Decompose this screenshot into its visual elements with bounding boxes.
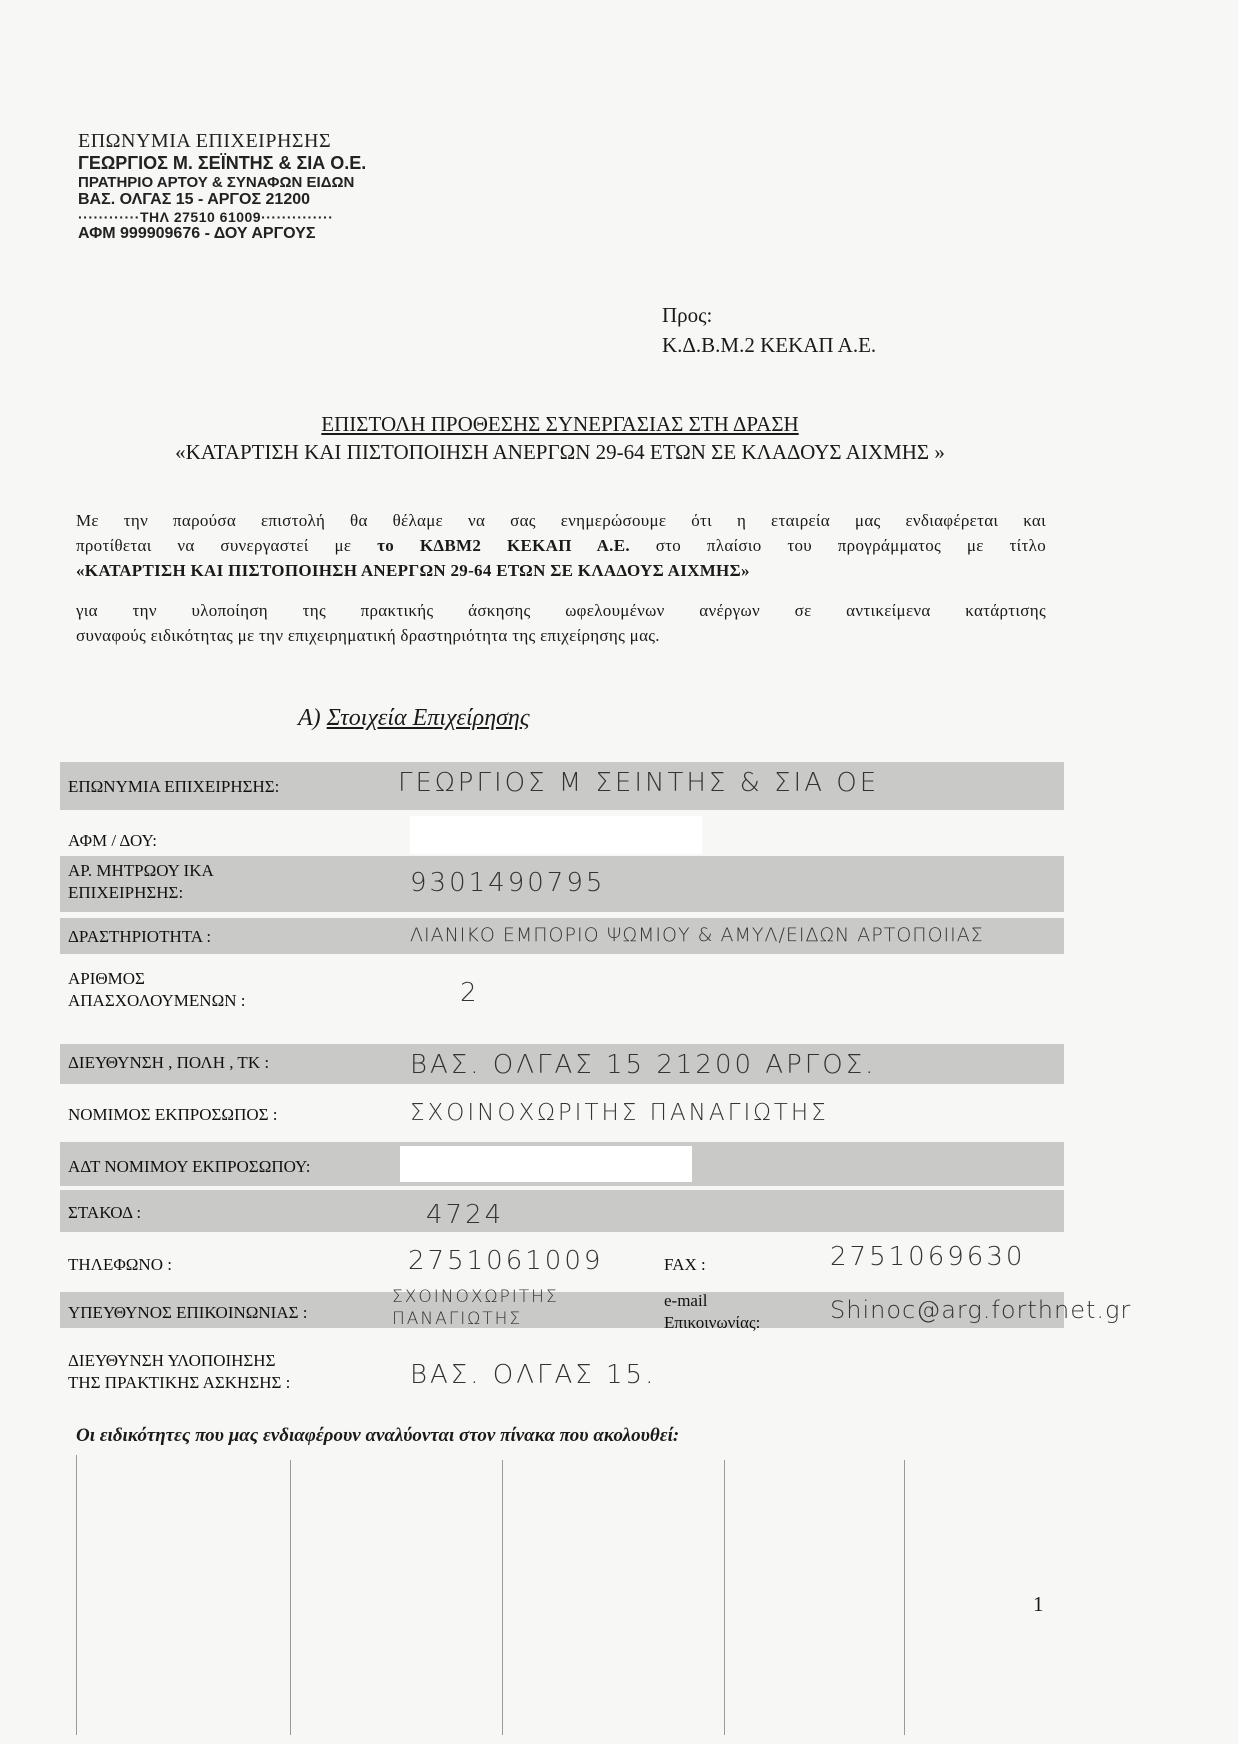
stamp-line: ΑΦΜ 999909676 - ΔΟΥ ΑΡΓΟΥΣ bbox=[78, 225, 316, 242]
email-value: Shinoc@arg.forthnet.gr bbox=[830, 1296, 1132, 1324]
ika-label-line: ΕΠΙΧΕΙΡΗΣΗΣ: bbox=[68, 883, 184, 902]
impl-address-value: ΒΑΣ. ΟΛΓΑΣ 15. bbox=[410, 1360, 657, 1390]
table-rule bbox=[502, 1460, 503, 1735]
table-rule bbox=[904, 1460, 905, 1735]
intro-program-title: «ΚΑΤΑΡΤΙΣΗ ΚΑΙ ΠΙΣΤΟΠΟΙΗΣΗ ΑΝΕΡΓΩΝ 29-64 ΕΤΩΝ ΣΕ ΚΛΑΔΟΥΣ ΑΙΧΜΗΣ» bbox=[76, 561, 750, 580]
title-line-1: ΕΠΙΣΤΟΛΗ ΠΡΟΘΕΣΗΣ ΣΥΝΕΡΓΑΣΙΑΣ ΣΤΗ ΔΡΑΣΗ bbox=[321, 412, 799, 436]
form-row-contact bbox=[60, 1287, 1132, 1332]
stamp-line: ΠΡΑΤΗΡΙΟ ΑΡΤΟΥ & ΣΥΝΑΦΩΝ ΕΙΔΩΝ bbox=[78, 174, 355, 191]
intro-line: Με την παρούσα επιστολή θα θέλαμε να σας ενημερώσουμε ότι η εταιρεία μας ενδιαφέρεται και bbox=[76, 511, 1046, 530]
contact-label: ΥΠΕΥΘΥΝΟΣ ΕΠΙΚΟΙΝΩΝΙΑΣ : bbox=[68, 1303, 308, 1322]
section-heading: Στοιχεία Επιχείρησης bbox=[326, 705, 530, 731]
stamp-line: ············ΤΗΛ 27510 61009·············· bbox=[78, 209, 334, 225]
legal-rep-label: ΝΟΜΙΜΟΣ ΕΚΠΡΟΣΩΠΟΣ : bbox=[68, 1105, 278, 1124]
employees-label bbox=[68, 968, 245, 1012]
stamp-line: ΒΑΣ. ΟΛΓΑΣ 15 - ΑΡΓΟΣ 21200 bbox=[78, 191, 311, 208]
form-row-ika bbox=[60, 856, 1064, 912]
intro-line: συναφούς ειδικότητας με την επιχειρηματική δραστηριότητα της επιχείρησης μας. bbox=[76, 626, 660, 645]
ika-label-line: ΑΡ. ΜΗΤΡΩΟΥ ΙΚΑ bbox=[68, 861, 214, 880]
stamp-line: ΓΕΩΡΓΙΟΣ Μ. ΣΕΪΝΤΗΣ & ΣΙΑ Ο.Ε. bbox=[78, 153, 367, 173]
contact-value-line: ΣΧΟΙΝΟΧΩΡΙΤΗΣ bbox=[392, 1287, 559, 1307]
form-row-company bbox=[60, 762, 1064, 810]
email-label-line: Επικοινωνίας: bbox=[664, 1313, 761, 1332]
intro-line bbox=[76, 533, 1046, 558]
specialties-note: Οι ειδικότητες που μας ενδιαφέρουν αναλύονται στον πίνακα που ακολουθεί: bbox=[76, 1425, 680, 1446]
contact-value-line: ΠΑΝΑΓΙΩΤΗΣ bbox=[392, 1309, 523, 1329]
intro-text: προτίθεται να συνεργαστεί με bbox=[76, 536, 378, 555]
impl-label-line: ΔΙΕΥΘΥΝΣΗ ΥΛΟΠΟΙΗΣΗΣ bbox=[68, 1351, 276, 1370]
intro-line: για την υλοποίηση της πρακτικής άσκησης ωφελουμένων ανέργων σε αντικείμενα κατάρτισης bbox=[76, 601, 1046, 620]
stakod-value: 4724 bbox=[426, 1200, 505, 1230]
form-row-phone bbox=[60, 1240, 1064, 1284]
form-row-address bbox=[60, 1044, 1064, 1084]
legal-rep-value: ΣΧΟΙΝΟΧΩΡΙΤΗΣ ΠΑΝΑΓΙΩΤΗΣ bbox=[410, 1100, 829, 1126]
phone-label: ΤΗΛΕΦΩΝΟ : bbox=[68, 1255, 172, 1274]
intro-paragraph-1 bbox=[76, 508, 1046, 583]
intro-paragraph-2 bbox=[76, 598, 1046, 648]
address-label: ΔΙΕΥΘΥΝΣΗ , ΠΟΛΗ , ΤΚ : bbox=[68, 1053, 270, 1072]
title-line-2: «ΚΑΤΑΡΤΙΣΗ ΚΑΙ ΠΙΣΤΟΠΟΙΗΣΗ ΑΝΕΡΓΩΝ 29-64 ΕΤΩΝ ΣΕ ΚΛΑΔΟΥΣ ΑΙΧΜΗΣ » bbox=[175, 440, 945, 464]
form-row-employees bbox=[60, 962, 1064, 1020]
section-title bbox=[298, 705, 530, 732]
recipient-block bbox=[662, 300, 876, 360]
table-rule bbox=[724, 1460, 725, 1735]
company-stamp bbox=[78, 130, 423, 243]
contact-value bbox=[392, 1286, 559, 1330]
recipient-to: Προς: bbox=[662, 303, 713, 327]
impl-label-line: ΤΗΣ ΠΡΑΚΤΙΚΗΣ ΑΣΚΗΣΗΣ : bbox=[68, 1373, 291, 1392]
employees-label-line: ΑΠΑΣΧΟΛΟΥΜΕΝΩΝ : bbox=[68, 991, 246, 1010]
phone-value: 2751061009 bbox=[408, 1246, 604, 1276]
table-rule bbox=[290, 1460, 291, 1735]
company-value: ΓΕΩΡΓΙΟΣ Μ ΣΕΙΝΤΗΣ & ΣΙΑ ΟΕ bbox=[398, 768, 880, 798]
employees-value: 2 bbox=[460, 978, 480, 1008]
section-prefix: Α) bbox=[298, 705, 327, 731]
table-rule bbox=[76, 1455, 77, 1735]
afm-label: ΑΦΜ / ΔΟΥ: bbox=[68, 831, 157, 850]
ika-label bbox=[68, 860, 214, 904]
form-row-stakod bbox=[60, 1190, 1064, 1232]
recipient-name: Κ.Δ.Β.Μ.2 ΚΕΚΑΠ Α.Ε. bbox=[662, 333, 877, 357]
email-label bbox=[664, 1290, 760, 1334]
email-label-line: e-mail bbox=[664, 1291, 708, 1310]
address-value: ΒΑΣ. ΟΛΓΑΣ 15 21200 ΑΡΓΟΣ. bbox=[410, 1050, 877, 1080]
form-row-legal-rep bbox=[60, 1092, 1064, 1136]
activity-label: ΔΡΑΣΤΗΡΙΟΤΗΤΑ : bbox=[68, 927, 212, 946]
activity-value: ΛΙΑΝΙΚΟ ΕΜΠΟΡΙΟ ΨΩΜΙΟΥ & ΑΜΥΛ/ΕΙΔΩΝ ΑΡΤΟΠΟΙΙΑΣ bbox=[410, 924, 984, 946]
fax-label: FAX : bbox=[664, 1255, 706, 1274]
letter-title bbox=[60, 410, 1060, 466]
fax-value: 2751069630 bbox=[830, 1242, 1026, 1272]
redacted-field bbox=[400, 1146, 692, 1182]
company-label: ΕΠΩΝΥΜΙΑ ΕΠΙΧΕΙΡΗΣΗΣ: bbox=[68, 777, 280, 796]
adt-label: ΑΔΤ ΝΟΜΙΜΟΥ ΕΚΠΡΟΣΩΠΟΥ: bbox=[68, 1157, 311, 1176]
ika-value: 9301490795 bbox=[410, 868, 606, 898]
intro-text: στο πλαίσιο του προγράμματος με τίτλο bbox=[629, 536, 1046, 555]
stamp-line: ΕΠΩΝΥΜΙΑ ΕΠΙΧΕΙΡΗΣΗΣ bbox=[78, 130, 332, 152]
page-number: 1 bbox=[1033, 1592, 1044, 1616]
redacted-field bbox=[410, 816, 702, 854]
impl-address-label bbox=[68, 1350, 290, 1394]
intro-bold-text: το ΚΔΒΜ2 ΚΕΚΑΠ Α.Ε. bbox=[377, 536, 630, 555]
employees-label-line: ΑΡΙΘΜΟΣ bbox=[68, 969, 145, 988]
form-row-adt bbox=[60, 1142, 1064, 1186]
stakod-label: ΣΤΑΚΟΔ : bbox=[68, 1203, 142, 1222]
form-row-activity bbox=[60, 918, 1064, 954]
form-row-afm bbox=[60, 810, 1064, 856]
form-row-impl-address bbox=[60, 1344, 1064, 1400]
